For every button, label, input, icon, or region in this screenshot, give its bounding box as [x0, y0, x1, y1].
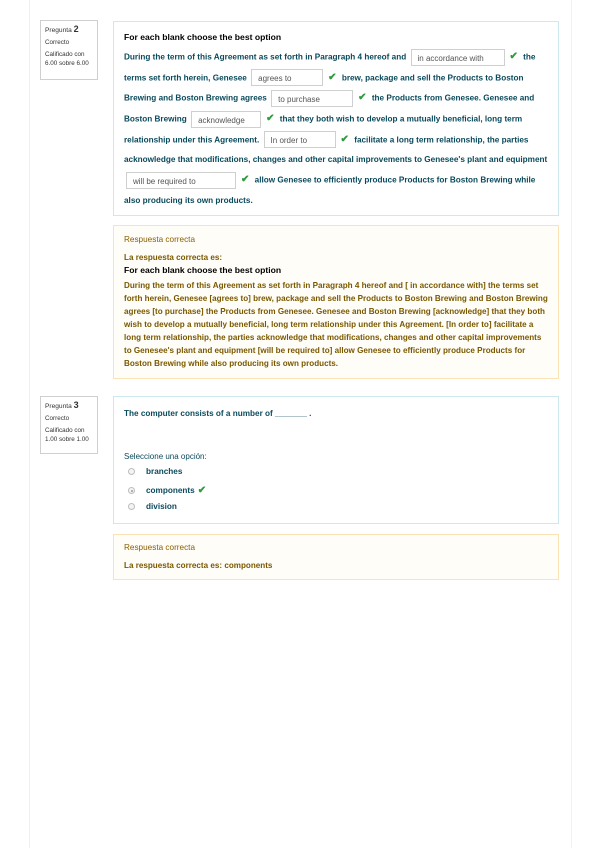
question-3-feedback [113, 534, 559, 580]
option-branches[interactable]: branches [128, 467, 182, 476]
option-components[interactable]: components ✔ [128, 485, 209, 496]
question-grade: Calificado con 6.00 sobre 6.00 [45, 51, 89, 67]
check-icon: ✔ [197, 485, 207, 496]
check-icon: ✔ [340, 133, 349, 145]
blank-6-select[interactable]: will be required to [126, 172, 236, 189]
page-right-edge [571, 0, 572, 848]
question-2-text: For each blank choose the best option During the term of this Agreement as set forth in Paragraph 4 hereof and in accordance with ✔ the terms set forth herein, Genesee agrees to ✔ brew, package and sell the Products to Boston Brewing and Boston Brewing agrees to purchase ✔ the Products from Genesee. Genesee and Boston Brewing acknowledge ✔ that they both wish to develop a mutually beneficial, long term relationship under this Agreement. In order to ✔ facilitate a long term relationship, the parties acknowledge that modifications, changes and other capital improvements to Genesee's plant and equipment will be required to ✔ allow Genesee to efficiently produce Products for Boston Brewing while also producing its own products. [114, 22, 558, 211]
question-3-info [40, 396, 98, 454]
blank-1-select[interactable]: in accordance with [411, 49, 505, 66]
question-3-box [113, 396, 559, 524]
question-2-info [40, 20, 98, 80]
question-grade: Calificado con 1.00 sobre 1.00 [45, 427, 89, 443]
question-3-text: The computer consists of a number of _______ . [124, 409, 312, 418]
option-division[interactable]: division [128, 502, 177, 511]
check-icon: ✔ [358, 92, 367, 104]
question-status: Correcto [45, 39, 70, 46]
question-status: Correcto [45, 415, 70, 422]
feedback-title: Respuesta correcta [124, 235, 195, 244]
radio-button[interactable] [128, 468, 135, 475]
feedback-answer: La respuesta correcta es: For each blank choose the best option During the term of this Agreement as set forth in Paragraph 4 hereof and [ in accordance with] the terms set forth herein, Genesee [agrees to] brew, package and sell the Products to Boston Brewing and Boston Brewing agrees [to purchase] the Products from Genesee. Genesee and Boston Brewing [acknowledge] that they both wish to develop a mutually beneficial, long term relationship under this Agreement. [In order to] facilitate a long term relationship, the parties acknowledge that modifications, changes and other capital improvements to Genesee's plant and equipment [will be required to] allow Genesee to efficiently produce Products for Boston Brewing while also producing its own products. [124, 253, 548, 368]
question-lead: For each blank choose the best option [124, 32, 282, 42]
blank-5-select[interactable]: In order to [264, 131, 336, 148]
check-icon: ✔ [266, 112, 275, 124]
feedback-title: Respuesta correcta [124, 543, 195, 552]
blank-3-select[interactable]: to purchase [271, 90, 353, 107]
answer-prompt: Seleccione una opción: [124, 452, 207, 461]
radio-button[interactable] [128, 503, 135, 510]
check-icon: ✔ [509, 51, 518, 62]
radio-button-selected[interactable] [128, 487, 135, 494]
question-2-feedback [113, 225, 559, 379]
question-number: Pregunta 2 [45, 24, 79, 34]
feedback-answer: La respuesta correcta es: components [124, 561, 273, 570]
question-2-box [113, 21, 559, 216]
check-icon: ✔ [241, 174, 250, 186]
check-icon: ✔ [328, 71, 337, 83]
question-number: Pregunta 3 [45, 400, 79, 410]
blank-4-select[interactable]: acknowledge [191, 111, 261, 128]
page-left-edge [29, 0, 30, 848]
blank-2-select[interactable]: agrees to [251, 69, 323, 86]
